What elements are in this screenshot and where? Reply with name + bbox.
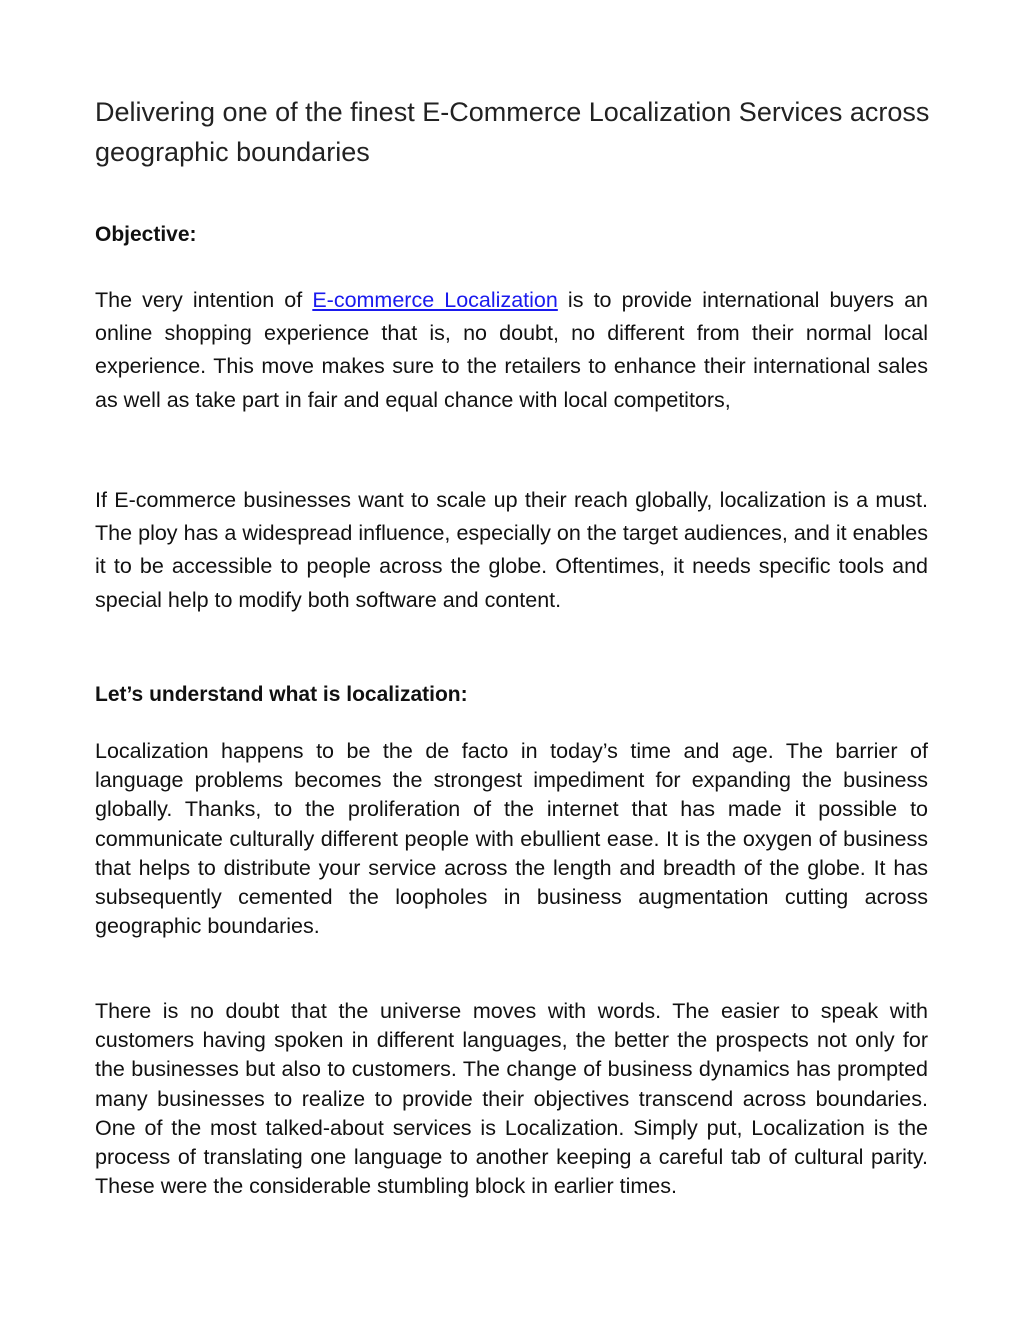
paragraph-objective-2: If E-commerce businesses want to scale up their reach globally, localization is a must. The ploy has a widespread influence, especially on the target audiences, and it enables it to be accessible to people across the globe. Oftentimes, it needs specific tools and special help to modify both software and content. bbox=[95, 488, 928, 612]
paragraph-text: is to provide international buyers an online shopping experience that is, no doubt, no different from their normal local experience. This move makes sure to the retailers to enhance their international sales as well as take part in fair and equal chance with local competitors, bbox=[95, 288, 929, 412]
ecommerce-localization-link[interactable]: E-commerce Localization bbox=[312, 288, 558, 312]
page-title: Delivering one of the finest E-Commerce Localization Services across geographic boundaries bbox=[95, 97, 930, 167]
objective-heading: Objective: bbox=[95, 223, 197, 246]
paragraph-localization-1: Localization happens to be the de facto in today’s time and age. The barrier of language problems becomes the strongest impediment for expanding the business globally. Thanks, to the proliferation of the internet that has made it possible to communicate culturally different people with ebullient ease. It is the oxygen of business that helps to distribute your service across the length and breadth of the globe. It has subsequently cemented the loopholes in business augmentation cutting across geographic boundaries. bbox=[95, 739, 928, 939]
paragraph-localization-2: There is no doubt that the universe moves with words. The easier to speak with customers having spoken in different languages, the better the prospects not only for the businesses but also to customers. The change of business dynamics has prompted many businesses to realize to provide their objectives transcend across boundaries. One of the most talked-about services is Localization. Simply put, Localization is the process of translating one language to another keeping a careful tab of cultural parity. These were the considerable stumbling block in earlier times. bbox=[95, 999, 928, 1199]
paragraph-objective-1 bbox=[95, 284, 928, 417]
paragraph-text: The very intention of bbox=[95, 288, 313, 312]
understand-localization-heading: Let’s understand what is localization: bbox=[95, 683, 468, 706]
